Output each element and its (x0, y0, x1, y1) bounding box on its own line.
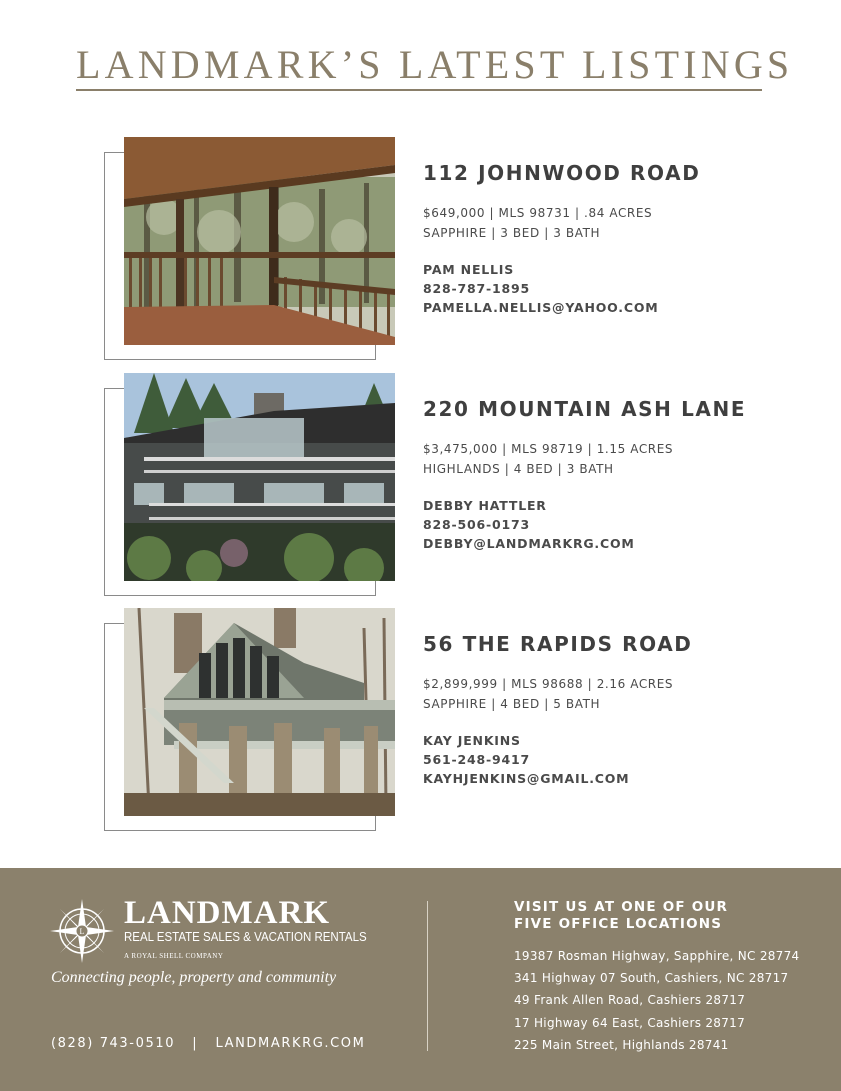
brand-parent-company: A ROYAL SHELL COMPANY (124, 952, 224, 960)
page-title: LANDMARK’S LATEST LISTINGS (76, 42, 794, 87)
agent-email[interactable]: PAMELLA.NELLIS@YAHOO.COM (423, 300, 659, 315)
listing-address: 112 JOHNWOOD ROAD (423, 161, 701, 185)
agent-name: DEBBY HATTLER (423, 498, 547, 513)
listing-photo-porch[interactable] (124, 137, 395, 345)
office-address: 341 Highway 07 South, Cashiers, NC 28717 (514, 971, 789, 985)
brand-name: LANDMARK (124, 895, 330, 931)
office-address: 225 Main Street, Highlands 28741 (514, 1038, 729, 1052)
listing-location-details: SAPPHIRE | 4 BED | 5 BATH (423, 697, 601, 711)
office-address: 19387 Rosman Highway, Sapphire, NC 28774 (514, 949, 800, 963)
frame-line (104, 830, 376, 831)
listing-photo-modern-house[interactable] (124, 373, 395, 581)
listing-price-details: $3,475,000 | MLS 98719 | 1.15 ACRES (423, 442, 674, 456)
compass-rose-icon (50, 899, 114, 967)
frame-line (375, 580, 376, 596)
frame-line (104, 359, 376, 360)
frame-line (375, 344, 376, 360)
frame-line (104, 388, 105, 595)
listing-card (0, 373, 841, 603)
svg-text:L: L (79, 927, 85, 936)
office-address: 17 Highway 64 East, Cashiers 28717 (514, 1016, 746, 1030)
listing-price-details: $649,000 | MLS 98731 | .84 ACRES (423, 206, 653, 220)
frame-line (104, 623, 105, 830)
visit-heading-line: FIVE OFFICE LOCATIONS (514, 916, 723, 932)
agent-phone[interactable]: 828-506-0173 (423, 517, 530, 532)
agent-email[interactable]: KAYHJENKINS@GMAIL.COM (423, 771, 630, 786)
brand-tagline: Connecting people, property and community (51, 969, 337, 986)
listing-address: 56 THE RAPIDS ROAD (423, 632, 693, 656)
agent-email[interactable]: DEBBY@LANDMARKRG.COM (423, 536, 635, 551)
listing-card (0, 608, 841, 838)
agent-phone[interactable]: 828-787-1895 (423, 281, 530, 296)
frame-line (104, 152, 105, 359)
office-address: 49 Frank Allen Road, Cashiers 28717 (514, 993, 746, 1007)
agent-name: PAM NELLIS (423, 262, 515, 277)
listing-card (0, 137, 841, 367)
listing-photo-stone-house[interactable] (124, 608, 395, 816)
frame-line (104, 388, 124, 389)
visit-heading (514, 899, 728, 933)
frame-line (104, 152, 124, 153)
listing-price-details: $2,899,999 | MLS 98688 | 2.16 ACRES (423, 677, 674, 691)
frame-line (104, 595, 376, 596)
frame-line (104, 623, 124, 624)
listing-address: 220 MOUNTAIN ASH LANE (423, 397, 747, 421)
frame-line (375, 815, 376, 831)
office-contact[interactable]: (828) 743-0510 | LANDMARKRG.COM (51, 1036, 366, 1051)
brand-subtitle: REAL ESTATE SALES & VACATION RENTALS (124, 930, 367, 944)
agent-name: KAY JENKINS (423, 733, 521, 748)
listing-location-details: SAPPHIRE | 3 BED | 3 BATH (423, 226, 601, 240)
visit-heading-line: VISIT US AT ONE OF OUR (514, 899, 729, 915)
agent-phone[interactable]: 561-248-9417 (423, 752, 530, 767)
footer-divider (427, 901, 428, 1051)
footer-band (0, 868, 841, 1091)
title-divider (76, 89, 762, 91)
listing-location-details: HIGHLANDS | 4 BED | 3 BATH (423, 462, 614, 476)
